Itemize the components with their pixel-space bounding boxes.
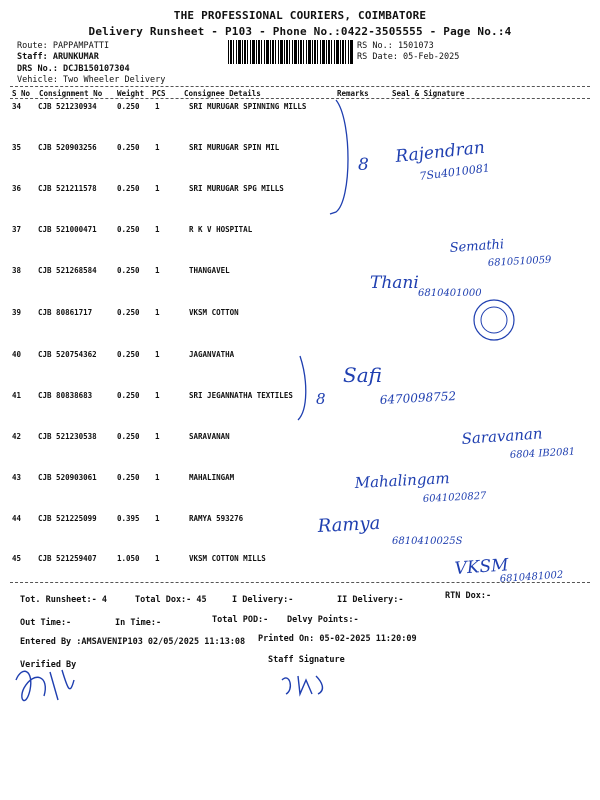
rtn-dox: RTN Dox:-: [445, 591, 492, 601]
row-weight: 1.050: [117, 554, 140, 563]
row-consignee: SRI JEGANNATHA TEXTILES: [189, 391, 293, 400]
verifier-signature-icon: [16, 670, 74, 701]
handwritten-name-rajendran: Rajendran: [394, 137, 486, 167]
rs-date: RS Date: 05-Feb-2025: [357, 52, 460, 62]
rs-number: RS No.: 1501073: [357, 41, 434, 51]
stamp-circle-icon: [474, 300, 514, 340]
col-sno: S No: [12, 89, 31, 98]
handwritten-phone-5: 6804 IB2081: [509, 446, 576, 461]
row-weight: 0.250: [117, 432, 140, 441]
row-consignment: CJB 521230934: [38, 102, 97, 111]
total-dox: Total Dox:- 45: [135, 595, 207, 605]
delvy-points: Delvy Points:-: [287, 615, 359, 625]
row-consignee: SRI MURUGAR SPIN MIL: [189, 143, 280, 152]
row-sno: 35: [12, 143, 22, 152]
stamp-inner-icon: [481, 307, 507, 333]
row-pcs: 1: [155, 184, 160, 193]
row-consignment: CJB 521268584: [38, 266, 97, 275]
row-sno: 43: [12, 473, 22, 482]
row-pcs: 1: [155, 432, 160, 441]
staff-label: Staff: ARUNKUMAR: [17, 52, 99, 62]
row-consignee: SARAVANAN: [189, 432, 230, 441]
row-consignee: R K V HOSPITAL: [189, 225, 253, 234]
row-consignee: SRI MURUGAR SPINNING MILLS: [189, 102, 307, 111]
handwritten-phone-6: 6041020827: [422, 490, 487, 505]
handwritten-name-saravanan: Saravanan: [461, 424, 544, 448]
row-pcs: 1: [155, 554, 160, 563]
row-pcs: 1: [155, 143, 160, 152]
row-weight: 0.250: [117, 143, 140, 152]
handwritten-name-mahalingam: Mahalingam: [354, 469, 451, 492]
row-pcs: 1: [155, 391, 160, 400]
col-pcs: PCS: [152, 89, 166, 98]
drs-label: DRS No.: DCJB150107304: [17, 64, 130, 74]
handwritten-mark-8-b: 8: [316, 390, 326, 408]
row-consignee: VKSM COTTON MILLS: [189, 554, 266, 563]
out-time: Out Time:-: [20, 618, 72, 628]
row-weight: 0.250: [117, 391, 140, 400]
handwritten-mark-8-a: 8: [358, 155, 369, 175]
row-weight: 0.250: [117, 184, 140, 193]
col-consignee: Consignee Details: [184, 89, 261, 98]
handwritten-name-thani: Thani: [370, 273, 419, 293]
total-pod: Total POD:-: [212, 615, 269, 625]
row-consignment: CJB 521211578: [38, 184, 97, 193]
row-consignee: JAGANVATHA: [189, 350, 235, 359]
row-weight: 0.250: [117, 225, 140, 234]
row-weight: 0.250: [117, 308, 140, 317]
row-consignee: THANGAVEL: [189, 266, 230, 275]
ii-delivery: II Delivery:-: [337, 595, 404, 605]
handwritten-phone-1: 7Su4010081: [418, 161, 491, 183]
row-consignment: CJB 80861717: [38, 308, 93, 317]
row-consignment: CJB 521225099: [38, 514, 97, 523]
row-weight: 0.395: [117, 514, 140, 523]
handwritten-name-vksm: VKSM: [453, 555, 510, 579]
row-pcs: 1: [155, 514, 160, 523]
row-sno: 44: [12, 514, 22, 523]
handwritten-phone-7: 6810410025S: [392, 536, 463, 547]
row-sno: 39: [12, 308, 22, 317]
bracket-icon: [298, 356, 306, 420]
row-consignment: CJB 80838683: [38, 391, 93, 400]
handwritten-phone-8: 6810481002: [499, 569, 564, 585]
row-pcs: 1: [155, 102, 160, 111]
row-sno: 36: [12, 184, 22, 193]
col-seal: Seal & Signature: [392, 89, 465, 98]
row-consignment: CJB 520903061: [38, 473, 97, 482]
i-delivery: I Delivery:-: [232, 595, 294, 605]
row-sno: 42: [12, 432, 22, 441]
row-consignment: CJB 521000471: [38, 225, 97, 234]
row-consignee: MAHALINGAM: [189, 473, 235, 482]
row-weight: 0.250: [117, 473, 140, 482]
row-pcs: 1: [155, 225, 160, 234]
row-consignment: CJB 521230538: [38, 432, 97, 441]
row-pcs: 1: [155, 473, 160, 482]
verified-by-label: Verified By: [20, 660, 77, 670]
handwritten-phone-2: 6810510059: [487, 254, 552, 269]
handwritten-name-semathi: Semathi: [449, 237, 505, 256]
printed-on: Printed On: 05-02-2025 11:20:09: [258, 634, 417, 644]
col-remarks: Remarks: [337, 89, 369, 98]
row-consignee: RAMYA 593276: [189, 514, 244, 523]
handwritten-name-safi: Safi: [343, 363, 382, 387]
in-time: In Time:-: [115, 618, 162, 628]
staff-signature-icon: [282, 676, 322, 694]
row-sno: 41: [12, 391, 22, 400]
row-pcs: 1: [155, 266, 160, 275]
row-consignee: VKSM COTTON: [189, 308, 239, 317]
row-consignment: CJB 520903256: [38, 143, 97, 152]
handwritten-name-ramya: Ramya: [317, 512, 381, 537]
col-consignment: Consignment No: [39, 89, 103, 98]
col-weight: Weight: [117, 89, 145, 98]
row-sno: 40: [12, 350, 22, 359]
row-pcs: 1: [155, 308, 160, 317]
row-weight: 0.250: [117, 350, 140, 359]
company-title: THE PROFESSIONAL COURIERS, COIMBATORE: [173, 9, 427, 22]
route-label: Route: PAPPAMPATTI: [17, 41, 110, 51]
vehicle-label: Vehicle: Two Wheeler Delivery: [17, 75, 166, 85]
row-pcs: 1: [155, 350, 160, 359]
handwritten-phone-4: 6470098752: [379, 389, 457, 407]
row-weight: 0.250: [117, 266, 140, 275]
runsheet-title: Delivery Runsheet - P103 - Phone No.:0422-3505555 - Page No.:4: [88, 25, 512, 38]
row-consignment: CJB 521259407: [38, 554, 97, 563]
entered-by: Entered By :AMSAVENIP103 02/05/2025 11:13:08: [20, 637, 246, 647]
handwritten-phone-3: 6810401000: [418, 288, 482, 299]
row-sno: 38: [12, 266, 22, 275]
bracket-icon: [330, 100, 348, 214]
row-sno: 37: [12, 225, 22, 234]
row-consignee: SRI MURUGAR SPG MILLS: [189, 184, 284, 193]
row-sno: 45: [12, 554, 22, 563]
tot-runsheet: Tot. Runsheet:- 4: [20, 595, 107, 605]
row-weight: 0.250: [117, 102, 140, 111]
row-sno: 34: [12, 102, 22, 111]
staff-signature-label: Staff Signature: [268, 655, 345, 665]
row-consignment: CJB 520754362: [38, 350, 97, 359]
